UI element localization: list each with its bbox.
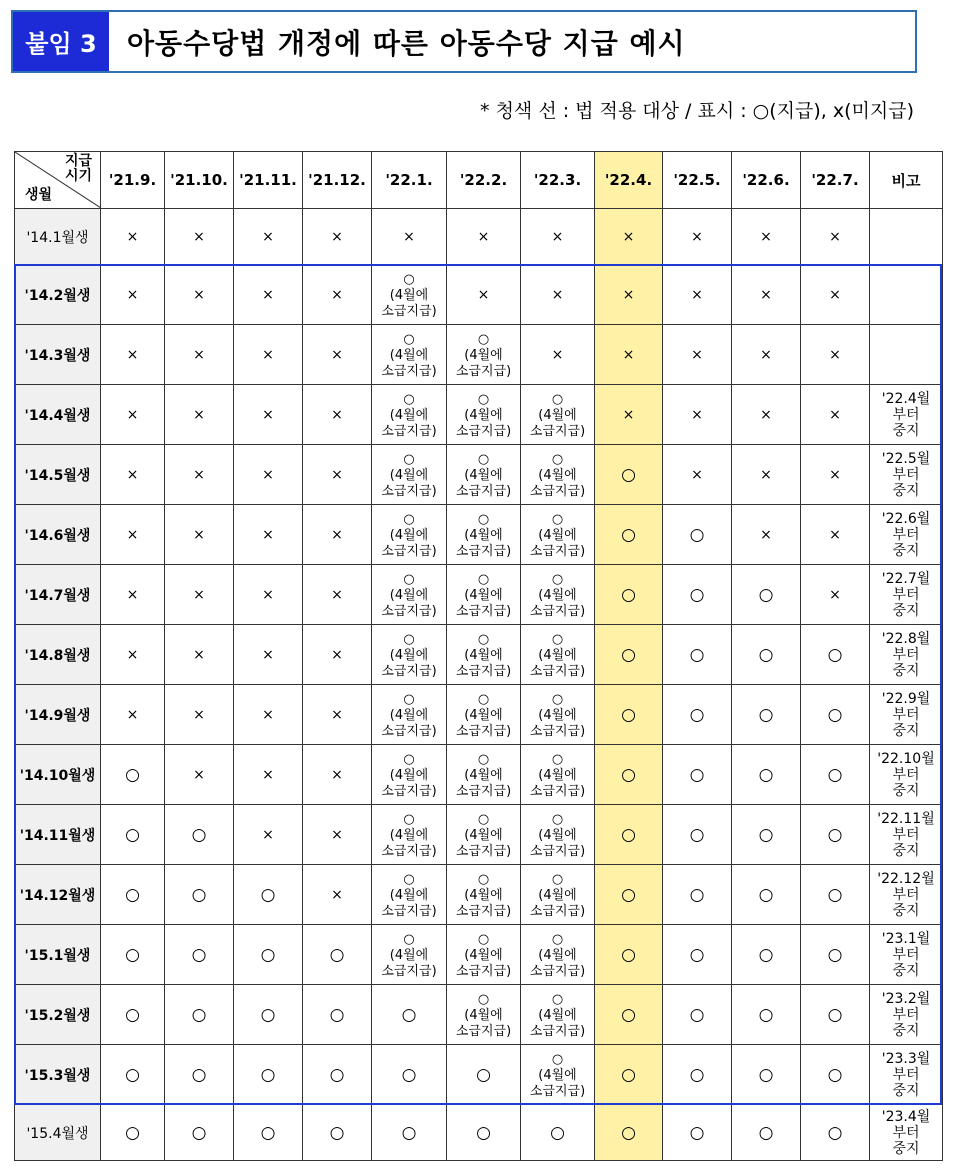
payment-cell: × xyxy=(234,385,303,445)
payment-cell: × xyxy=(234,325,303,385)
payment-cell: × xyxy=(303,685,372,745)
column-header: '22.3. xyxy=(521,152,595,209)
payment-cell: ○ xyxy=(732,745,801,805)
payment-cell: ○ xyxy=(801,625,870,685)
birth-month-label: '14.8월생 xyxy=(15,625,101,685)
payment-cell: ○ (4월에 소급지급) xyxy=(447,325,521,385)
payment-cell: ○ xyxy=(165,1105,234,1161)
payment-cell: ○ xyxy=(732,685,801,745)
payment-cell: ○ (4월에 소급지급) xyxy=(447,865,521,925)
column-header: '22.5. xyxy=(663,152,732,209)
birth-month-label: '14.7월생 xyxy=(15,565,101,625)
payment-cell: ○ (4월에 소급지급) xyxy=(521,745,595,805)
remark-cell: '22.9월 부터 중지 xyxy=(870,685,943,745)
remark-cell xyxy=(870,209,943,265)
payment-cell: × xyxy=(303,745,372,805)
payment-cell: × xyxy=(303,865,372,925)
payment-cell: × xyxy=(521,209,595,265)
payment-cell: ○ xyxy=(595,865,663,925)
remark-cell: '22.10월 부터 중지 xyxy=(870,745,943,805)
payment-cell: ○ xyxy=(234,925,303,985)
payment-cell: × xyxy=(303,805,372,865)
table-row xyxy=(15,865,943,925)
payment-cell: ○ xyxy=(101,805,165,865)
payment-cell: × xyxy=(234,265,303,325)
payment-cell: × xyxy=(165,325,234,385)
payment-cell: ○ (4월에 소급지급) xyxy=(521,1045,595,1105)
payment-cell: ○ xyxy=(801,865,870,925)
remark-cell: '22.11월 부터 중지 xyxy=(870,805,943,865)
payment-cell: ○ xyxy=(101,865,165,925)
payment-cell: ○ xyxy=(234,1045,303,1105)
payment-cell: ○ xyxy=(101,985,165,1045)
payment-cell: ○ xyxy=(732,805,801,865)
payment-cell: × xyxy=(595,385,663,445)
payment-cell: ○ xyxy=(165,925,234,985)
payment-cell: × xyxy=(234,445,303,505)
payment-cell: ○ xyxy=(595,505,663,565)
corner-header-bottom: 생월 xyxy=(25,187,53,203)
title-badge: 붙임 3 xyxy=(13,12,109,71)
payment-cell: × xyxy=(303,265,372,325)
payment-cell: × xyxy=(101,625,165,685)
birth-month-label: '14.10월생 xyxy=(15,745,101,805)
column-header: '22.2. xyxy=(447,152,521,209)
payment-cell: × xyxy=(303,385,372,445)
payment-schedule-table xyxy=(14,151,943,1161)
table-row xyxy=(15,445,943,505)
payment-cell: ○ xyxy=(801,745,870,805)
table-row xyxy=(15,265,943,325)
payment-cell: × xyxy=(303,565,372,625)
payment-cell: ○ xyxy=(801,1105,870,1161)
payment-cell: ○ xyxy=(101,1045,165,1105)
birth-month-label: '15.1월생 xyxy=(15,925,101,985)
payment-cell: ○ xyxy=(372,1045,447,1105)
payment-cell: ○ xyxy=(663,745,732,805)
payment-cell: × xyxy=(732,325,801,385)
payment-cell: × xyxy=(732,265,801,325)
payment-cell: ○ (4월에 소급지급) xyxy=(372,625,447,685)
payment-cell: × xyxy=(663,325,732,385)
payment-cell: ○ (4월에 소급지급) xyxy=(447,445,521,505)
payment-cell: ○ (4월에 소급지급) xyxy=(372,805,447,865)
table-row xyxy=(15,745,943,805)
payment-cell: ○ (4월에 소급지급) xyxy=(521,385,595,445)
payment-cell: ○ (4월에 소급지급) xyxy=(447,505,521,565)
payment-cell: ○ (4월에 소급지급) xyxy=(447,685,521,745)
birth-month-label: '14.11월생 xyxy=(15,805,101,865)
payment-cell: × xyxy=(101,505,165,565)
payment-cell: ○ xyxy=(732,985,801,1045)
payment-cell: ○ xyxy=(595,985,663,1045)
payment-cell: × xyxy=(732,505,801,565)
payment-cell: ○ (4월에 소급지급) xyxy=(372,385,447,445)
column-header: '22.6. xyxy=(732,152,801,209)
birth-month-label: '14.5월생 xyxy=(15,445,101,505)
payment-cell: ○ xyxy=(595,445,663,505)
payment-cell: ○ (4월에 소급지급) xyxy=(447,805,521,865)
remark-cell: '23.1월 부터 중지 xyxy=(870,925,943,985)
payment-cell: ○ xyxy=(595,565,663,625)
payment-cell: ○ xyxy=(165,865,234,925)
payment-cell: ○ (4월에 소급지급) xyxy=(521,505,595,565)
payment-cell: ○ xyxy=(447,1045,521,1105)
table-row xyxy=(15,685,943,745)
payment-cell: × xyxy=(165,745,234,805)
payment-cell: ○ xyxy=(303,1105,372,1161)
payment-cell: × xyxy=(595,325,663,385)
payment-cell: ○ (4월에 소급지급) xyxy=(447,745,521,805)
payment-cell: × xyxy=(234,685,303,745)
birth-month-label: '14.3월생 xyxy=(15,325,101,385)
column-header: '21.10. xyxy=(165,152,234,209)
payment-cell: ○ (4월에 소급지급) xyxy=(521,985,595,1045)
payment-cell: ○ (4월에 소급지급) xyxy=(447,925,521,985)
table-row xyxy=(15,565,943,625)
table-row xyxy=(15,925,943,985)
payment-cell: ○ xyxy=(101,925,165,985)
payment-cell: × xyxy=(101,445,165,505)
payment-cell: × xyxy=(234,565,303,625)
birth-month-label: '15.2월생 xyxy=(15,985,101,1045)
payment-cell: ○ xyxy=(663,565,732,625)
payment-cell: × xyxy=(101,685,165,745)
column-header: '21.11. xyxy=(234,152,303,209)
payment-cell: × xyxy=(165,625,234,685)
payment-cell: × xyxy=(165,505,234,565)
payment-cell: ○ xyxy=(595,1105,663,1161)
birth-month-label: '14.6월생 xyxy=(15,505,101,565)
payment-cell: × xyxy=(165,209,234,265)
payment-cell: ○ xyxy=(303,985,372,1045)
payment-cell: ○ (4월에 소급지급) xyxy=(372,745,447,805)
payment-cell: × xyxy=(801,209,870,265)
table-row xyxy=(15,385,943,445)
payment-cell: ○ xyxy=(663,925,732,985)
payment-cell: × xyxy=(732,385,801,445)
payment-cell: ○ (4월에 소급지급) xyxy=(447,985,521,1045)
payment-cell: ○ xyxy=(595,1045,663,1105)
payment-cell: ○ xyxy=(801,685,870,745)
payment-cell: × xyxy=(732,445,801,505)
payment-cell: × xyxy=(732,209,801,265)
payment-cell: ○ xyxy=(101,1105,165,1161)
payment-cell: ○ xyxy=(732,625,801,685)
payment-cell: ○ xyxy=(663,985,732,1045)
remark-cell: '22.7월 부터 중지 xyxy=(870,565,943,625)
payment-cell: ○ xyxy=(732,865,801,925)
payment-cell: ○ xyxy=(372,1105,447,1161)
payment-cell: × xyxy=(447,265,521,325)
payment-cell: ○ xyxy=(595,685,663,745)
payment-cell: ○ (4월에 소급지급) xyxy=(521,805,595,865)
payment-cell: ○ xyxy=(595,805,663,865)
birth-month-label: '14.12월생 xyxy=(15,865,101,925)
birth-month-label: '14.1월생 xyxy=(15,209,101,265)
payment-cell: ○ xyxy=(732,925,801,985)
header-row xyxy=(15,152,943,209)
remark-cell: '23.4월 부터 중지 xyxy=(870,1105,943,1161)
payment-cell: × xyxy=(663,265,732,325)
payment-cell: × xyxy=(165,445,234,505)
payment-cell: × xyxy=(303,625,372,685)
remark-cell: '22.12월 부터 중지 xyxy=(870,865,943,925)
payment-cell: × xyxy=(165,565,234,625)
payment-cell: ○ (4월에 소급지급) xyxy=(521,865,595,925)
payment-cell: ○ xyxy=(663,805,732,865)
payment-cell: ○ (4월에 소급지급) xyxy=(447,625,521,685)
remark-cell: '22.6월 부터 중지 xyxy=(870,505,943,565)
payment-cell: × xyxy=(101,209,165,265)
remark-header: 비고 xyxy=(870,152,943,209)
payment-cell: ○ xyxy=(663,505,732,565)
payment-cell: ○ xyxy=(595,745,663,805)
payment-cell: × xyxy=(521,265,595,325)
payment-cell: × xyxy=(234,745,303,805)
payment-cell: × xyxy=(303,325,372,385)
payment-cell: × xyxy=(801,505,870,565)
payment-cell: ○ xyxy=(595,625,663,685)
payment-cell: × xyxy=(521,325,595,385)
payment-cell: × xyxy=(234,805,303,865)
column-header: '21.12. xyxy=(303,152,372,209)
payment-cell: ○ (4월에 소급지급) xyxy=(521,685,595,745)
remark-cell: '23.3월 부터 중지 xyxy=(870,1045,943,1105)
title-bar xyxy=(11,10,917,73)
column-header: '22.4. xyxy=(595,152,663,209)
payment-cell: ○ xyxy=(165,1045,234,1105)
payment-cell: ○ (4월에 소급지급) xyxy=(521,565,595,625)
remark-cell: '22.4월 부터 중지 xyxy=(870,385,943,445)
corner-header xyxy=(15,152,101,209)
payment-cell: × xyxy=(663,385,732,445)
payment-cell: × xyxy=(234,505,303,565)
payment-cell: ○ xyxy=(663,685,732,745)
payment-cell: × xyxy=(101,385,165,445)
payment-cell: × xyxy=(101,565,165,625)
table-row xyxy=(15,209,943,265)
payment-cell: × xyxy=(801,325,870,385)
payment-cell: ○ xyxy=(447,1105,521,1161)
payment-cell: ○ xyxy=(101,745,165,805)
payment-cell: × xyxy=(165,265,234,325)
payment-cell: × xyxy=(595,209,663,265)
payment-cell: × xyxy=(801,565,870,625)
payment-cell: ○ xyxy=(165,805,234,865)
payment-cell: ○ (4월에 소급지급) xyxy=(447,385,521,445)
payment-cell: ○ (4월에 소급지급) xyxy=(372,925,447,985)
payment-cell: ○ xyxy=(663,1045,732,1105)
payment-cell: ○ xyxy=(372,985,447,1045)
table-row xyxy=(15,1045,943,1105)
birth-month-label: '14.9월생 xyxy=(15,685,101,745)
payment-cell: ○ (4월에 소급지급) xyxy=(521,925,595,985)
payment-cell: ○ xyxy=(801,1045,870,1105)
payment-cell: × xyxy=(372,209,447,265)
payment-cell: × xyxy=(234,209,303,265)
table-row xyxy=(15,625,943,685)
table-row xyxy=(15,805,943,865)
payment-cell: ○ xyxy=(663,625,732,685)
column-header: '22.7. xyxy=(801,152,870,209)
payment-cell: ○ xyxy=(801,985,870,1045)
payment-cell: × xyxy=(801,385,870,445)
payment-cell: × xyxy=(303,445,372,505)
payment-cell: × xyxy=(101,325,165,385)
payment-cell: ○ xyxy=(234,985,303,1045)
payment-cell: × xyxy=(234,625,303,685)
payment-cell: ○ (4월에 소급지급) xyxy=(521,625,595,685)
payment-cell: ○ xyxy=(595,925,663,985)
column-header: '22.1. xyxy=(372,152,447,209)
payment-cell: × xyxy=(663,209,732,265)
payment-cell: × xyxy=(303,505,372,565)
payment-cell: × xyxy=(595,265,663,325)
payment-cell: ○ (4월에 소급지급) xyxy=(372,505,447,565)
remark-cell: '22.8월 부터 중지 xyxy=(870,625,943,685)
payment-cell: × xyxy=(165,685,234,745)
table-row xyxy=(15,1105,943,1161)
payment-cell: ○ (4월에 소급지급) xyxy=(447,565,521,625)
payment-cell: ○ xyxy=(521,1105,595,1161)
payment-cell: ○ xyxy=(732,1105,801,1161)
payment-cell: ○ xyxy=(234,865,303,925)
payment-cell: ○ (4월에 소급지급) xyxy=(372,685,447,745)
page-title: 아동수당법 개정에 따른 아동수당 지급 예시 xyxy=(127,26,686,60)
payment-cell: ○ xyxy=(801,925,870,985)
payment-cell: ○ xyxy=(165,985,234,1045)
payment-cell: ○ (4월에 소급지급) xyxy=(372,325,447,385)
payment-cell: ○ (4월에 소급지급) xyxy=(372,565,447,625)
payment-cell: ○ (4월에 소급지급) xyxy=(372,445,447,505)
payment-cell: ○ xyxy=(303,925,372,985)
payment-cell: ○ xyxy=(234,1105,303,1161)
payment-cell: × xyxy=(165,385,234,445)
table-row xyxy=(15,505,943,565)
remark-cell: '23.2월 부터 중지 xyxy=(870,985,943,1045)
payment-cell: × xyxy=(801,265,870,325)
payment-cell: × xyxy=(101,265,165,325)
payment-cell: ○ (4월에 소급지급) xyxy=(372,265,447,325)
birth-month-label: '14.2월생 xyxy=(15,265,101,325)
remark-cell: '22.5월 부터 중지 xyxy=(870,445,943,505)
birth-month-label: '15.3월생 xyxy=(15,1045,101,1105)
payment-cell: ○ xyxy=(303,1045,372,1105)
payment-cell: × xyxy=(447,209,521,265)
payment-cell: × xyxy=(663,445,732,505)
payment-cell: ○ (4월에 소급지급) xyxy=(521,445,595,505)
column-header: '21.9. xyxy=(101,152,165,209)
table-row xyxy=(15,985,943,1045)
legend-note: * 청색 선 : 법 적용 대상 / 표시 : ○(지급), x(미지급) xyxy=(480,100,914,122)
payment-cell: ○ xyxy=(663,1105,732,1161)
corner-header-top: 지급 시기 xyxy=(64,153,92,184)
payment-cell: ○ xyxy=(801,805,870,865)
payment-cell: ○ (4월에 소급지급) xyxy=(372,865,447,925)
birth-month-label: '14.4월생 xyxy=(15,385,101,445)
table-row xyxy=(15,325,943,385)
table-body xyxy=(15,209,943,1161)
birth-month-label: '15.4월생 xyxy=(15,1105,101,1161)
remark-cell xyxy=(870,265,943,325)
payment-cell: ○ xyxy=(732,1045,801,1105)
payment-cell: × xyxy=(801,445,870,505)
payment-cell: × xyxy=(303,209,372,265)
payment-cell: ○ xyxy=(732,565,801,625)
remark-cell xyxy=(870,325,943,385)
payment-cell: ○ xyxy=(663,865,732,925)
